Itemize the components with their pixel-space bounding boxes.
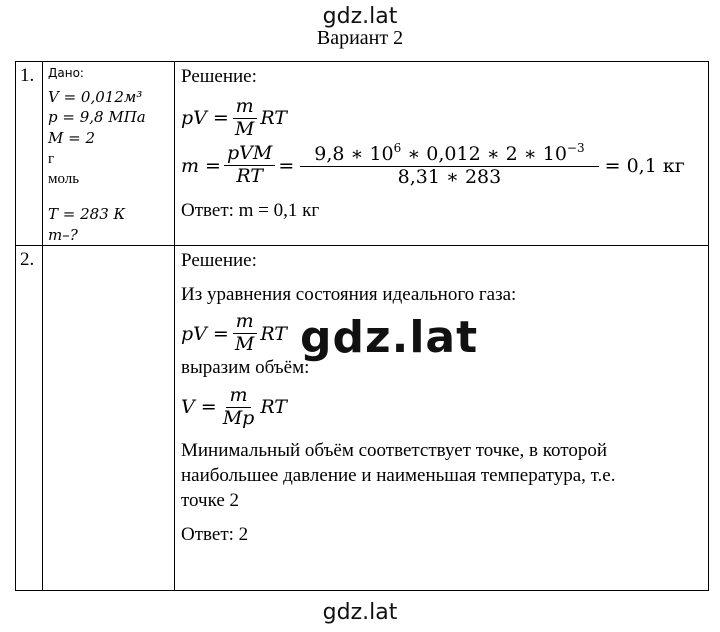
given-volume: V = 0,012м³	[48, 88, 143, 107]
given-temperature: T = 283 К	[48, 205, 126, 224]
given-label: Дано:	[48, 66, 84, 80]
explanation-line-3: точке 2	[181, 489, 240, 511]
given-block	[43, 62, 174, 245]
given-pressure: p = 9,8 МПа	[48, 108, 146, 127]
unit-denominator: моль	[48, 171, 80, 188]
solution-label: Решение:	[181, 249, 257, 271]
explanation-line-1: Минимальный объём соответствует точке, в которой	[181, 440, 607, 462]
given-molar-mass-value: M = 2	[48, 128, 96, 147]
formula-ideal-gas: pV = $\frac{m}{M}$ RT	[181, 310, 287, 356]
explanation-line-2: наибольшее давление и наименьшая температура, т.е.	[181, 465, 616, 487]
formula-ideal-gas: pV = $\frac{m}{M}$ RT	[181, 94, 287, 140]
given-molar-mass	[48, 128, 174, 149]
watermark-top: gdz.lat	[322, 4, 398, 29]
task-number: 1.	[20, 65, 35, 86]
solution-intro: Из уравнения состояния идеального газа:	[181, 283, 517, 305]
unit-numerator: г	[48, 150, 55, 167]
variant-title: Вариант 2	[316, 27, 404, 49]
solution-block	[175, 246, 708, 548]
given-find: m–?	[48, 225, 78, 244]
solution-block	[175, 62, 708, 224]
watermark-bottom: gdz.lat	[322, 600, 398, 625]
answer: Ответ: 2	[181, 524, 249, 546]
solution-label: Решение:	[181, 66, 257, 87]
solution-express: выразим объём:	[181, 357, 310, 378]
watermark-center: gdz.lat	[300, 312, 479, 363]
given-empty	[43, 245, 175, 590]
answer: Ответ: m = 0,1 кг	[181, 200, 320, 222]
task-number: 2.	[20, 248, 35, 270]
formula-volume: V = $\frac{m}{Mp}$ RT	[181, 383, 287, 429]
formula-mass: m = pVM RT = $\frac{9,8 ∗ 10^6 ∗ 0,012 ∗ 2 ∗ 10^{-3}}{8,31 ∗ 283}$ = 0,1 кг	[181, 141, 685, 189]
task-row-2	[16, 245, 709, 590]
task-row-1	[16, 62, 709, 246]
